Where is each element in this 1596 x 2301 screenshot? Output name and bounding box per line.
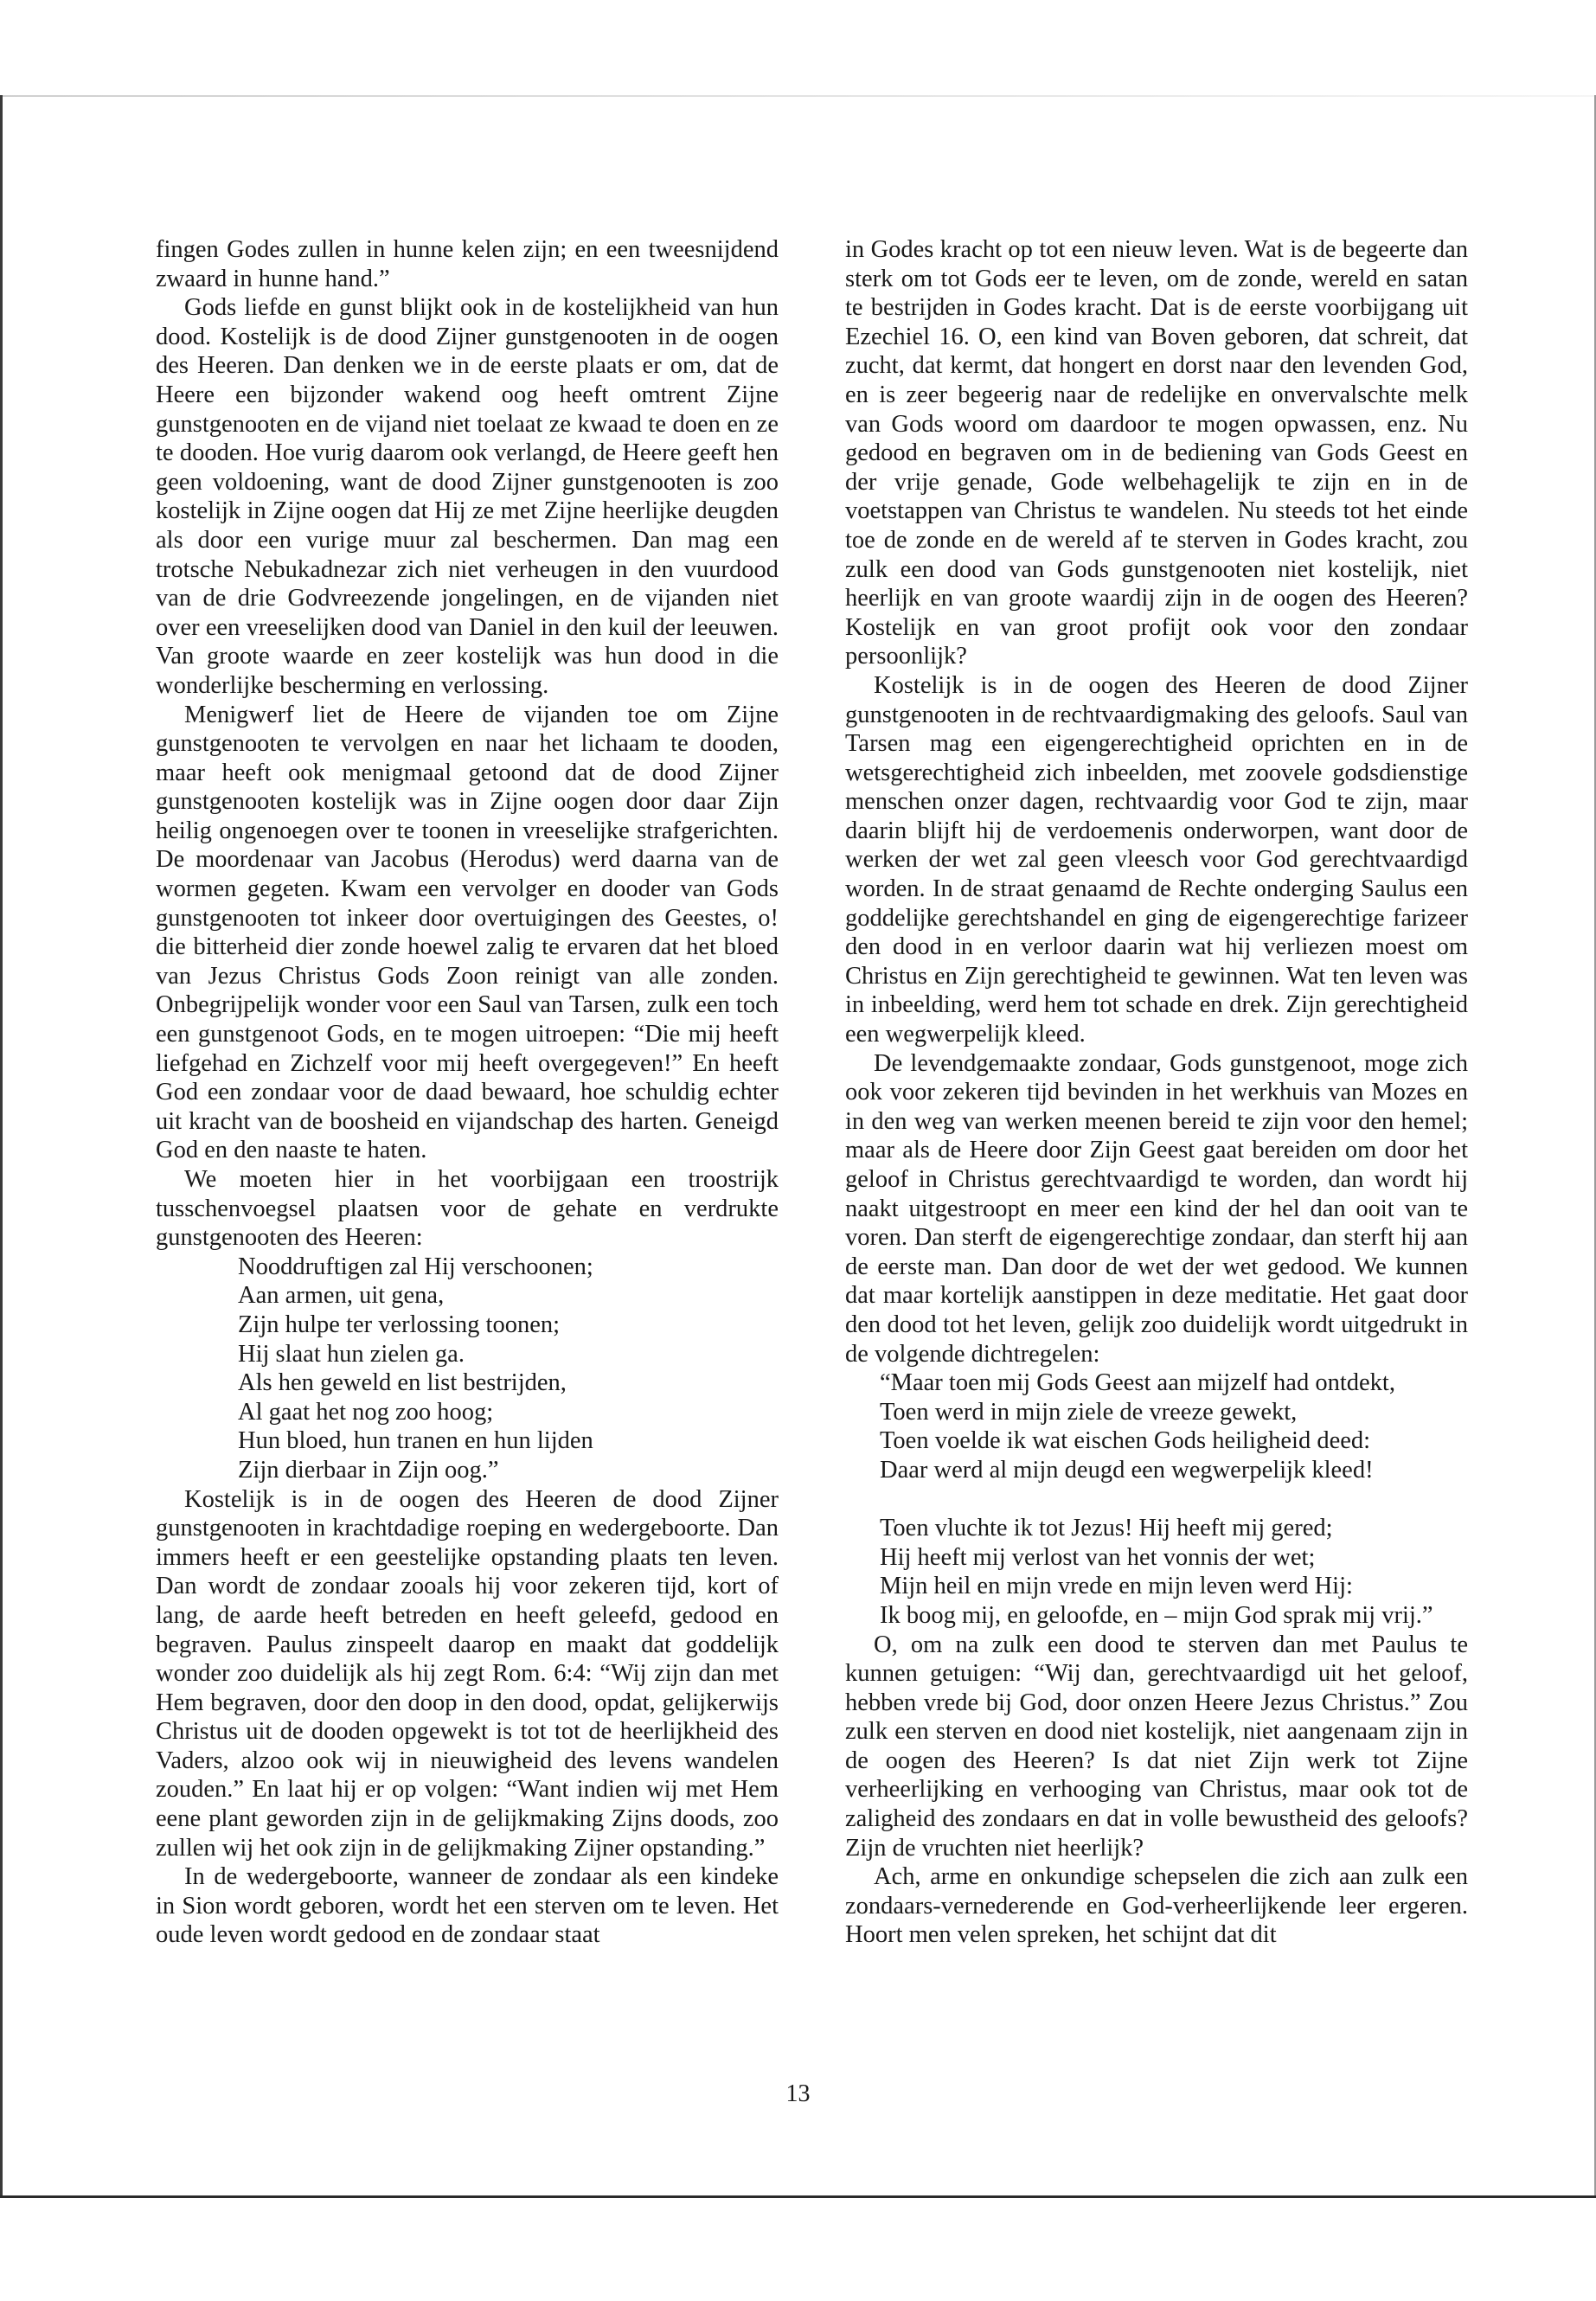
poem-line: Daar werd al mijn deugd een wegwerpelijk kleed! [880,1456,1374,1484]
poem-line: Zijn hulpe ter verlossing toonen; [238,1311,561,1338]
poem-line: Mijn heil en mijn vrede en mijn leven werd Hij: [880,1573,1353,1600]
poem-line: Toen vluchte ik tot Jezus! Hij heeft mij gered; [880,1515,1333,1542]
paragraph: in Godes kracht op tot een nieuw leven. Wat is de begeerte dan sterk om tot Gods eer te leven, om de zonde, wereld en satan te bestrijden in Godes kracht. Dat is de eerste voorbijgang uit Ezechiel 16. O, een kind van Boven geboren, dat schreit, dat zucht, dat kermt, dat hongert en dorst naar den levenden God, en is zeer begeerig naar de redelijke en onvervalschte melk van Gods woord om daardoor te mogen opwassen, enz. Nu gedood en begraven om in de bediening van Gods Geest en der vrije genade, Gode welbehagelijk te zijn en in de voetstappen van Christus te wandelen. Nu steeds tot het einde toe de zonde en de wereld af te sterven in Godes kracht, zou zulk een dood van Gods gunstgenooten niet kostelijk, niet heerlijk en van groote waardij zijn in de oogen des Heeren? Kostelijk en van groot profijt ook voor den zondaar persoonlijk? [845,236,1468,670]
scan-bottom-edge [0,2195,1596,2198]
paragraph: fingen Godes zullen in hunne kelen zijn; en een tweesnijdend zwaard in hunne hand.” [156,236,779,292]
left-column [156,235,779,1950]
page-number: 13 [785,2080,811,2107]
poem-line: Toen voelde ik wat eischen Gods heiligheid deed: [880,1427,1371,1455]
poem-quote [238,1253,779,1485]
paragraph: Kostelijk is in de oogen des Heeren de dood Zijner gunstgenooten in de rechtvaardigmaking des geloofs. Saul van Tarsen mag een eigengerechtigheid oprichten en in de wetsgerechtigheid zich inbeelden, met zoovele godsdienstige menschen onzer dagen, rechtvaardig voor God te zijn, maar daarin blijft hij de verdoemenis onderworpen, want door de werken der wet zal geen vleesch voor God gerechtvaardigd worden. In de straat genaamd de Rechte onderging Saulus een goddelijke gerechtshandel en ging de eigengerechtige farizeer den dood in en verloor daarin wat hij verliezen moest om Christus en Zijn gerechtigheid te gewinnen. Wat ten leven was in inbeelding, werd hem tot schade en drek. Zijn gerechtigheid een wegwerpelijk kleed. [845,671,1468,1048]
paragraph: We moeten hier in het voorbijgaan een troostrijk tusschenvoegsel plaatsen voor de gehate en verdrukte gunstgenooten des Heeren: [156,1166,779,1252]
poem-line: Hij slaat hun zielen ga. [238,1340,465,1368]
paragraph: Gods liefde en gunst blijkt ook in de kostelijkheid van hun dood. Kostelijk is de dood Zijner gunstgenooten in de oogen des Heeren. Dan denken we in de eerste plaats er om, dat de Heere een bijzonder wakend oog heeft omtrent Zijne gunstgenooten en de vijand niet toelaat ze kwaad te doen en ze te dooden. Hoe vurig daarom ook verlangd, de Heere geeft hen geen voldoening, want de dood Zijner gunstgenooten is zoo kostelijk in Zijne oogen dat Hij ze met Zijne heerlijke deugden als door een vurige muur zal beschermen. Dan mag een trotsche Nebukadnezar zich niet verheugen in den vuurdood van de drie Godvreezende jongelingen, en de vijanden niet over een vreeselijken dood van Daniel in den kuil der leeuwen. Van groote waarde en zeer kostelijk was hun dood in die wonderlijke bescherming en verlossing. [156,294,779,699]
paragraph: Menigwerf liet de Heere de vijanden toe om Zijne gunstgenooten te vervolgen en naar het lichaam te dooden, maar heeft ook menigmaal getoond dat de dood Zijner gunstgenooten kostelijk was in Zijne oogen door daar Zijn heilig ongenoegen over te toonen in vreeselijke strafgerichten. De moordenaar van Jacobus (Herodus) werd daarna van de wormen gegeten. Kwam een vervolger en dooder van Gods gunstgenooten tot inkeer door overtuigingen des Geestes, o! die bitterheid dier zonde hoewel zalig te ervaren dat het bloed van Jezus Christus Gods Zoon reinigt van alle zonden. Onbegrijpelijk wonder voor een Saul van Tarsen, zulk een toch een gunstgenoot Gods, en te mogen uitroepen: “Die mij heeft liefgehad en Zichzelf voor mij heeft overgegeven!” En heeft God een zondaar voor de daad bewaard, hoe schuldig echter uit kracht van de boosheid en vijandschap des harten. Geneigd God en den naaste te haten. [156,701,779,1164]
poem-line: Ik boog mij, en geloofde, en – mijn God sprak mij vrij.” [880,1601,1433,1629]
right-column [845,235,1468,1950]
poem-line: Nooddruftigen zal Hij verschoonen; [238,1253,593,1280]
poem-line: Toen werd in mijn ziele de vreeze gewekt, [880,1398,1298,1426]
paragraph: O, om na zulk een dood te sterven dan met Paulus te kunnen getuigen: “Wij dan, gerechtvaardigd uit het geloof, hebben vrede bij God, door onzen Heere Jezus Christus.” Zou zulk een sterven en dood niet kostelijk, niet aangenaam zijn in de oogen des Heeren? Is dat niet Zijn werk tot Zijne verheerlijking en verhooging van Christus, maar ook tot de zaligheid des zondaars en dat in volle bewustheid des geloofs? Zijn de vruchten niet heerlijk? [845,1631,1468,1862]
stanza-break [880,1485,1468,1515]
poem-line: Hij heeft mij verlost van het vonnis der wet; [880,1543,1316,1571]
paragraph: De levendgemaakte zondaar, Gods gunstgenoot, moge zich ook voor zekeren tijd bevinden in het werkhuis van Mozes en in den weg van werken meenen bereid te zijn voor den hemel; maar als de Heere door Zijn Geest gaat bereiden om door het geloof in Christus gerechtvaardigd te worden, dan wordt hij naakt uitgestroopt en meer een kind der hel dan ooit van te voren. Dan sterft de eigengerechtige zondaar, dan sterft hij aan de eerste man. Dan door de wet der wet gedood. We kunnen dat maar kortelijk aanstippen in deze meditatie. Het gaat door den dood tot het leven, gelijk zoo duidelijk wordt uitgedrukt in de volgende dichtregelen: [845,1049,1468,1368]
poem-line: Als hen geweld en list bestrijden, [238,1369,567,1397]
scan-top-edge [0,95,1596,97]
paragraph: In de wedergeboorte, wanneer de zondaar als een kindeke in Sion wordt geboren, wordt het een sterven om te leven. Het oude leven wordt gedood en de zondaar staat [156,1863,779,1949]
paragraph: Kostelijk is in de oogen des Heeren de dood Zijner gunstgenooten in krachtdadige roeping en wedergeboorte. Dan immers heeft er een geestelijke opstanding plaats ten leven. Dan wordt de zondaar zooals hij voor zekeren tijd, kort of lang, de aarde heeft betreden en heeft geleefd, gedood en begraven. Paulus zinspeelt daarop en maakt dat goddelijk wonder zoo duidelijk als hij zegt Rom. 6:4: “Wij zijn dan met Hem begraven, door den doop in den dood, opdat, gelijkerwijs Christus uit de dooden opgewekt is tot tot de heerlijkheid des Vaders, alzoo ook wij in nieuwigheid des levens wandelen zouden.” En laat hij er op volgen: “Want indien wij met Hem eene plant geworden zijn in de gelijkmaking Zijns doods, zoo zullen wij het ook zijn in de gelijkmaking Zijner opstanding.” [156,1485,779,1862]
poem-line: Al gaat het nog zoo hoog; [238,1398,494,1426]
paragraph: Ach, arme en onkundige schepselen die zich aan zulk een zondaars-vernederende en God-verheerlijkende leer ergeren. Hoort men velen spreken, het schijnt dat dit [845,1863,1468,1949]
poem-line: Zijn dierbaar in Zijn oog.” [238,1456,499,1484]
poem-line: Hun bloed, hun tranen en hun lijden [238,1427,593,1455]
poem-line: Aan armen, uit gena, [238,1282,445,1310]
poem-quote [880,1368,1468,1630]
poem-line: “Maar toen mij Gods Geest aan mijzelf had ontdekt, [880,1369,1395,1397]
scan-left-edge [0,95,3,2197]
